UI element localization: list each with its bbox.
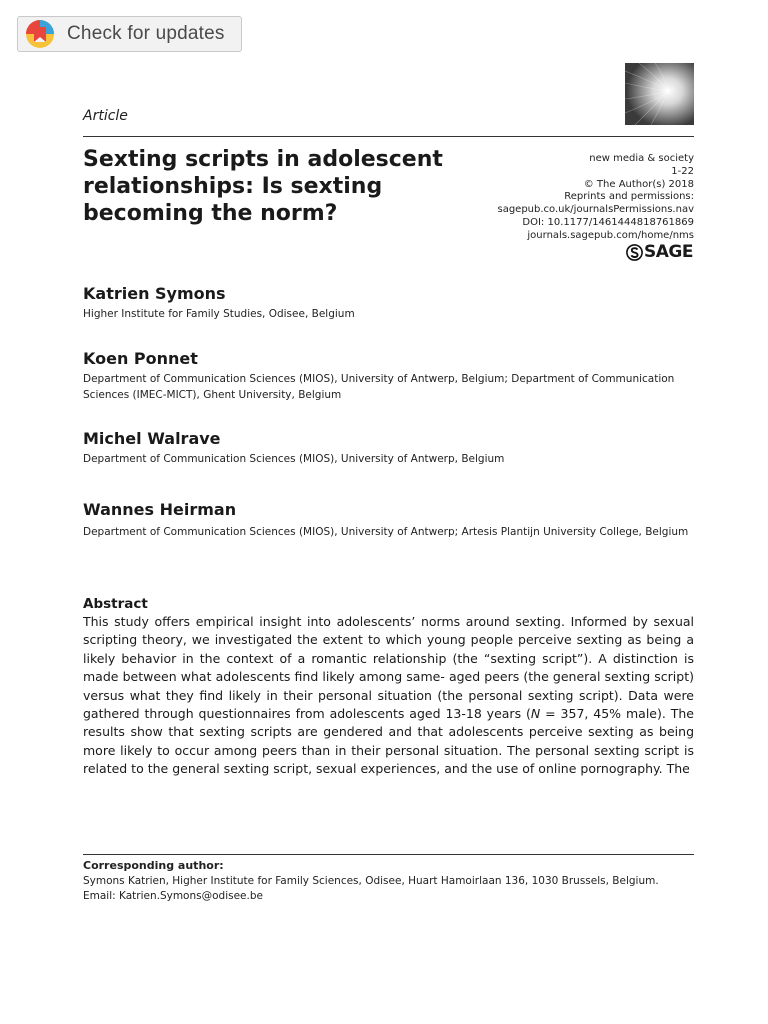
author-block — [83, 429, 694, 467]
copyright-notice: © The Author(s) 2018 — [583, 178, 694, 190]
corresponding-author-heading: Corresponding author: — [83, 859, 224, 872]
abstract-text-part: = 357, 45% male). The results show that sexting scripts are gendered and that adolescents perceive sexting as being more likely to occur among peers than in their personal situation. The personal sexting script is related to the general sexting script, sexual experiences, and the use of online pornography. The — [83, 706, 694, 777]
author-block — [83, 349, 694, 403]
journal-info — [498, 153, 695, 243]
page-range: 1-22 — [671, 165, 694, 177]
corresponding-author-note — [83, 858, 694, 905]
author-name: Katrien Symons — [83, 284, 226, 303]
abstract-section — [83, 595, 694, 779]
sage-logo — [626, 244, 693, 261]
footnote-divider — [83, 854, 694, 855]
author-block — [83, 284, 694, 322]
crossmark-icon — [25, 19, 55, 49]
sage-s-icon — [626, 244, 643, 261]
journal-cover-image — [625, 63, 694, 125]
abstract-text — [83, 613, 694, 779]
author-block — [83, 500, 694, 543]
article-type-label: Article — [83, 108, 128, 124]
journal-homepage-link[interactable]: journals.sagepub.com/home/nms — [527, 229, 694, 241]
sample-size-symbol: N — [530, 706, 541, 722]
header-divider — [83, 136, 694, 137]
corresponding-author-email[interactable]: Email: Katrien.Symons@odisee.be — [83, 890, 263, 902]
publisher-name: SAGE — [644, 242, 693, 262]
corresponding-author-address: Symons Katrien, Higher Institute for Family Sciences, Odisee, Huart Hamoirlaan 136, 1030 Brussels, Belgium. — [83, 874, 659, 887]
abstract-text-part: This study offers empirical insight into adolescents’ norms around sexting. Informed by sexual scripting theory, we investigated the extent to which young people perceive sexting as being a likely behavior in the context of a romantic relationship (the “sexting script”). A distinction is made between what adolescents find likely among same- aged peers (the general sexting script) versus what they find likely in their personal situation (the personal sexting script). Data were gathered through questionnaires from adolescents aged 13-18 years ( — [83, 614, 694, 722]
author-affiliation: Department of Communication Sciences (MIOS), University of Antwerp, Belgium — [83, 453, 505, 465]
author-name: Wannes Heirman — [83, 500, 237, 519]
journal-name: new media & society — [589, 153, 694, 164]
abstract-heading: Abstract — [83, 596, 148, 612]
check-for-updates-label: Check for updates — [67, 23, 225, 44]
permissions-link[interactable]: sagepub.co.uk/journalsPermissions.nav — [497, 204, 694, 216]
author-name: Koen Ponnet — [83, 349, 198, 368]
doi-link[interactable]: DOI: 10.1177/1461444818761869 — [522, 216, 694, 228]
reprints-label: Reprints and permissions: — [564, 191, 694, 203]
author-name: Michel Walrave — [83, 429, 221, 448]
author-affiliation: Department of Communication Sciences (MIOS), University of Antwerp, Belgium; Department of Communication Sciences (IMEC-MICT), Ghent University, Belgium — [83, 373, 675, 401]
paper-title: Sexting scripts in adolescent relationships: Is sexting becoming the norm? — [83, 147, 443, 226]
author-affiliation: Higher Institute for Family Studies, Odisee, Belgium — [83, 308, 355, 320]
author-affiliation: Department of Communication Sciences (MIOS), University of Antwerp; Artesis Plantijn University College, Belgium — [83, 526, 689, 538]
check-for-updates-button[interactable] — [17, 16, 242, 52]
